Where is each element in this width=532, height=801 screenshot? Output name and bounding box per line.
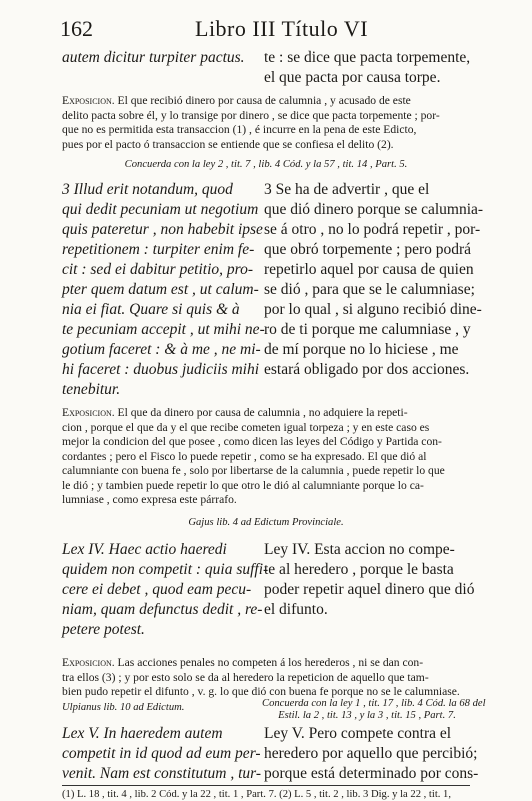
text-line: repetirlo aquel por causa de quien [264, 261, 474, 278]
text-line: que no es permitida esta transaccion (1) , é incurre en la pena de este Edicto, [62, 123, 417, 136]
concordance-1: Concuerda con la ley 2 , tit. 7 , lib. 4 Cód. y la 57 , tit. 14 , Part. 5. [124, 159, 408, 170]
text-line: se á otro , no lo podrá repetir , por- [264, 221, 481, 238]
concordance-3 [262, 698, 486, 722]
exposicion-2 [62, 406, 445, 508]
latin-text-1 [62, 48, 245, 68]
text-line: te : se dice que pacta torpemente, [264, 49, 471, 66]
spanish-text-3 [264, 540, 474, 620]
text-line: que dió dinero porque se calumnia- [264, 201, 484, 218]
text-line: estará obligado por dos acciones. [264, 361, 470, 378]
text-line: pues por el pacto ó transaccion se entiende que se confiesa el delito (2). [62, 137, 394, 151]
text-line: mejor la condicion del que posee , como dicen las leyes del Código y Partida con- [62, 435, 442, 448]
text-line: poder repetir aquel dinero que dió [264, 581, 475, 598]
text-line: Ley IV. Esta accion no compe- [264, 541, 455, 558]
text-line: repetitionem : turpiter enim fe- [62, 241, 255, 258]
text-line: lumniase , como expresa este párrafo. [62, 493, 237, 506]
footnote-rule [62, 785, 470, 786]
exposicion-label: Exposicion. [62, 656, 115, 669]
text-line: venit. Nam est constitutum , tur- [62, 765, 262, 782]
text-line: pter quem datum est , ut calum- [62, 281, 259, 298]
exposicion-label: Exposicion. [62, 94, 115, 107]
latin-text-3 [62, 540, 268, 640]
text-line: por lo qual , si alguno recibió dine- [264, 301, 482, 318]
text-line: tenebitur. [62, 381, 121, 398]
text-line: gotium faceret : & à me , ne mi- [62, 341, 261, 358]
text-line: te pecuniam accepit , ut mihi ne- [62, 321, 265, 338]
text-line: de mí porque no lo hiciese , me [264, 341, 459, 358]
text-line: heredero por aquello que percibió; [264, 745, 478, 762]
text-line: qui dedit pecuniam ut negotium [62, 201, 259, 218]
text-line: tra ellos (3) ; y por esto solo se da al heredero la repeticion de aquello que tam- [62, 670, 429, 684]
page-number: 162 [60, 16, 93, 41]
text-line: autem dicitur turpiter pactus. [62, 49, 245, 66]
text-line: cion , porque el que da y el que recibe cometen igual torpeza ; y en este caso es [62, 420, 430, 434]
text-line: le dió ; y tambien puede repetir lo que otro le dió al calumniante porque lo ca- [62, 478, 424, 492]
running-title: Libro III Título VI [195, 16, 369, 41]
exposicion-label: Exposicion. [62, 406, 115, 419]
text-line: competit in id quod ad eum per- [62, 745, 261, 762]
text-line: calumniante con buena fe , solo por libertarse de la calumnia , puede repetir lo que [62, 464, 445, 477]
text-line: delito pacta sobre él, y lo transige por dinero , se dice que pacta torpemente ; por- [62, 108, 440, 122]
text-line: hi faceret : duobus judiciis mihi [62, 361, 260, 378]
text-line: petere potest. [62, 621, 145, 638]
spanish-text-4 [264, 724, 478, 784]
footnotes [62, 788, 451, 801]
latin-text-2 [62, 180, 265, 400]
text-line: Lex IV. Haec actio haeredi [62, 541, 227, 558]
text-line: el que pacta por causa torpe. [264, 69, 441, 86]
source-attribution-3: Ulpianus lib. 10 ad Edictum. [62, 702, 185, 713]
footnote-line: (1) L. 18 , tit. 4 , lib. 2 Cód. y la 22 , tit. 1 , Part. 7. (2) L. 5 , tit. 2 , lib. 3 Dig. y la 22 , tit. 1, [62, 789, 452, 800]
text-line: 3 Illud erit notandum, quod [62, 181, 233, 198]
text-line: Ley V. Pero compete contra el [264, 725, 452, 742]
text-line: ro de ti porque me calumniase , y [264, 321, 471, 338]
text-line: niam, quam defunctus dedit , re- [62, 601, 263, 618]
text-line: porque está determinado por cons- [264, 765, 479, 782]
text-line: cordantes ; pero el Fisco lo puede repetir , como se ha expresado. El que dió al [62, 449, 427, 463]
text-line: cit : sed ei dabitur petitio, pro- [62, 261, 253, 278]
text-line: Lex V. In haeredem autem [62, 725, 223, 742]
text-line: Las acciones penales no competen á los herederos , ni se dan con- [114, 656, 424, 669]
text-line: quidem non competit : quia suffi- [62, 561, 269, 578]
text-line: Concuerda con la ley 1 , tit. 17 , lib. 4 Cód. la 68 del [262, 698, 486, 709]
spanish-text-2 [264, 180, 483, 380]
text-line: que obró torpemente ; pero podrá [264, 241, 472, 258]
text-line: Estil. la 2 , tit. 13 , y la 3 , tit. 15 , Part. 7. [278, 710, 456, 721]
text-line: 3 Se ha de advertir , que el [264, 181, 430, 198]
text-line: El que recibió dinero por causa de calumnia , y acusado de este [114, 94, 411, 107]
latin-text-4 [62, 724, 261, 784]
exposicion-3 [62, 656, 460, 700]
text-line: cere ei debet , quod eam pecu- [62, 581, 252, 598]
text-line: bien pudo repetir el difunto , v. g. lo que dió con buena fe porque no se le calumniase. [62, 685, 460, 698]
spanish-text-1 [264, 48, 470, 88]
text-line: nia ei fiat. Quare si quis & à [62, 301, 240, 318]
text-line: se dió , para que se le calumniase; [264, 281, 475, 298]
text-line: el difunto. [264, 601, 328, 618]
text-line: El que da dinero por causa de calumnia , no adquiere la repeti- [114, 406, 408, 419]
text-line: te al heredero , porque le basta [264, 561, 454, 578]
exposicion-1 [62, 94, 440, 152]
text-line: quis pateretur , non habebit ipse [62, 221, 263, 238]
source-attribution-2: Gajus lib. 4 ad Edictum Provinciale. [188, 517, 344, 528]
